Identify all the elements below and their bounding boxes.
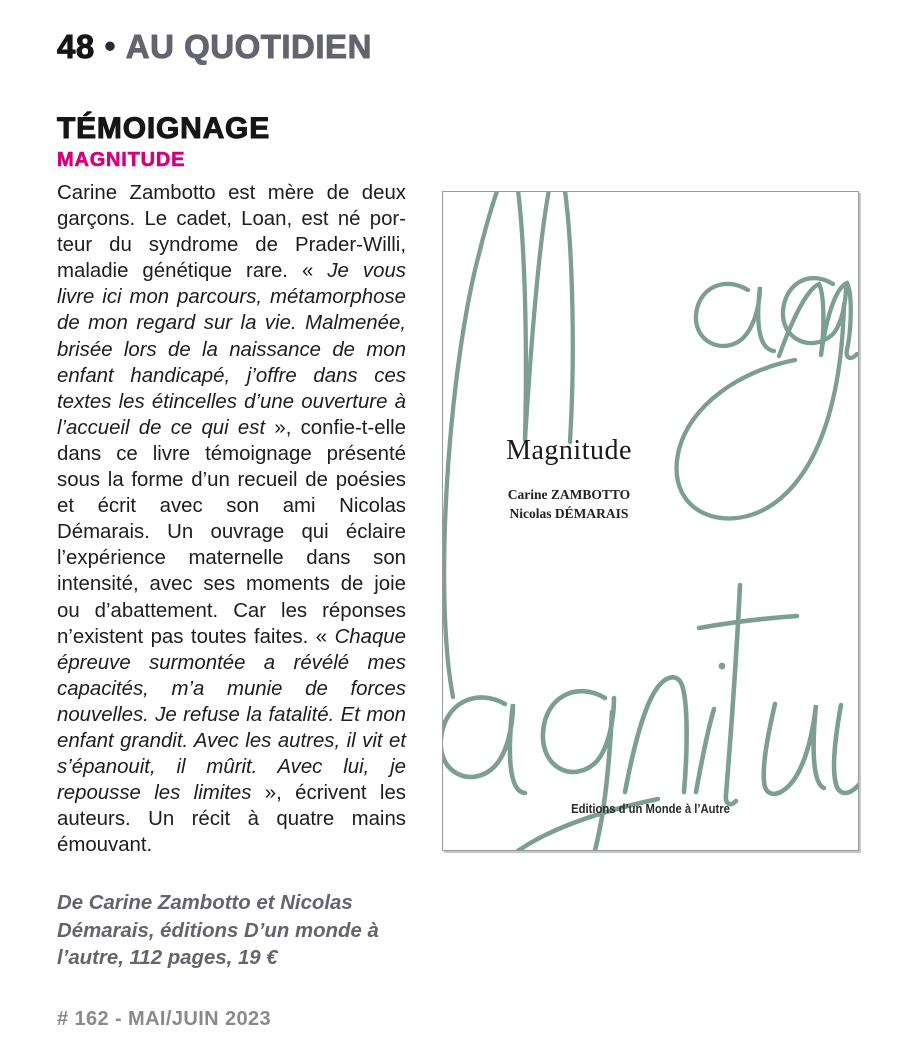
issue-footer: # 162 - MAI/JUIN 2023 xyxy=(57,1008,272,1030)
section-title: AU QUOTIDIEN xyxy=(125,28,372,65)
page-header xyxy=(57,28,372,66)
article-kicker: TÉMOIGNAGE xyxy=(57,112,271,145)
cover-publisher: Editions d’un Monde à l’Autre xyxy=(571,802,730,816)
page-number: 48 xyxy=(57,28,95,65)
cover-authors xyxy=(453,485,685,523)
article-body: Carine Zambotto est mère de deux garçons. Le cadet, Loan, est né porteur du syndrome de Prader-Willi, maladie génétique rare. « Je vous livre ici mon parcours, métamorphose de mon regard sur la vie. Malmenée, brisée lors de la naissance de mon enfant handicapé, j’offre dans ces textes les étincelles d’une ouverture à l’accueil de ce qui est », confie-t-elle dans ce livre témoignage présenté sous la forme d’un recueil de poésies et écrit avec son ami Nicolas Démarais. Un ouvrage qui éclaire l’expérience maternelle dans son intensité, avec ses moments de joie ou d’abattement. Car les réponses n’existent pas toutes faites. « Chaque épreuve surmontée a révélé mes capacités, m’a munie de forces nouvelles. Je refuse la fatalité. Et mon enfant grandit. Avec les autres, il vit et s’épanouit, il mûrit. Avec lui, je repousse les limites », écrivent les auteurs. Un récit à quatre mains émouvant. xyxy=(57,182,407,857)
book-credit: De Carine Zambotto et Nicolas Démarais, éditions D’un monde à l’autre, 112 pages, 19 € xyxy=(57,892,379,969)
article-column xyxy=(57,180,406,858)
cover-author-1: Carine ZAMBOTTO xyxy=(507,487,631,502)
book-cover xyxy=(442,191,859,851)
cover-author-2: Nicolas DÉMARAIS xyxy=(509,506,629,521)
header-bullet: • xyxy=(104,30,116,63)
article-title: MAGNITUDE xyxy=(57,149,186,171)
cover-book-title: Magnitude xyxy=(506,435,632,466)
